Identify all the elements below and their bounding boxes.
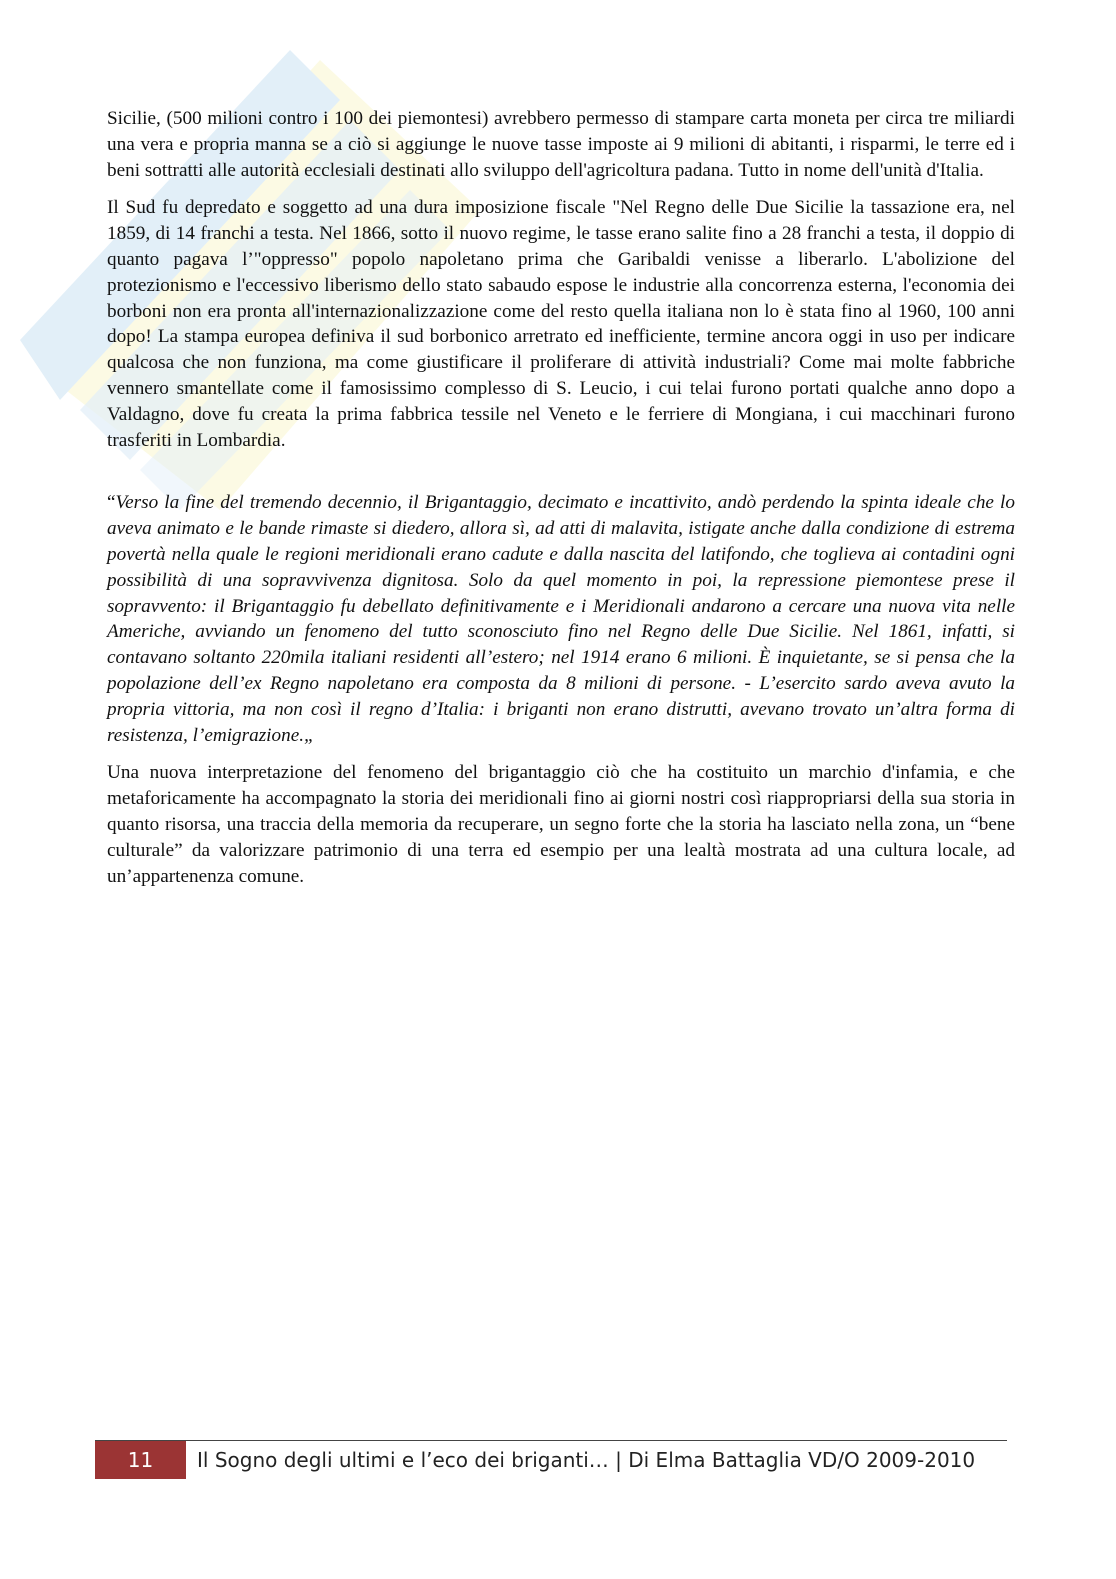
quote-block bbox=[107, 490, 1015, 748]
quote-open-mark: “ bbox=[107, 492, 116, 514]
document-body bbox=[107, 106, 1015, 889]
page-number: 11 bbox=[95, 1441, 186, 1479]
paragraph-1: Sicilie, (500 milioni contro i 100 dei piemontesi) avrebbero permesso di stampare carta moneta per circa tre miliardi una vera e propria manna se a ciò si aggiunge le nuove tasse imposte ai 9 milioni di abitanti, i risparmi, le terre ed i beni sottratti alle autorità ecclesiali destinati allo sviluppo dell'agricoltura padana. Tutto in nome dell'unità d'Italia. bbox=[107, 108, 1015, 181]
quote-text: Verso la fine del tremendo decennio, il Brigantaggio, decimato e incattivito, andò perdendo la spinta ideale che lo aveva animato e le bande rimaste si diedero, allora sì, ad atti di malavita, istigate anche dalla condizione di estrema povertà nella quale le regioni meridionali erano cadute e dalla nascita del latifondo, che toglieva ai contadini ogni possibilità di una sopravvivenza dignitosa. Solo da quel momento in poi, la repressione piemontese prese il sopravvento: il Brigantaggio fu debellato definitivamente e i Meridionali andarono a cercare una nuova vita nelle Americhe, avviando un fenomeno del tutto sconosciuto fino nel Regno delle Due Sicilie. Nel 1861, infatti, si contavano soltanto 220mila italiani residenti all’estero; nel 1914 erano 6 milioni. È inquietante, se si pensa che la popolazione dell’ex Regno napoletano era composta da 8 milioni di persone. - L’esercito sardo aveva avuto la propria vittoria, ma non così il regno d’Italia: i briganti non erano distrutti, avevano trovato un’altra forma di resistenza, l’emigrazione.„ bbox=[107, 492, 1015, 746]
paragraph-3: Una nuova interpretazione del fenomeno del brigantaggio ciò che ha costituito un marchio d'infamia, e che metaforicamente ha accompagnato la storia dei meridionali fino ai giorni nostri così riappropriarsi della sua storia in quanto risorsa, una traccia della memoria da recuperare, un segno forte che la storia ha lasciato nella zona, un “bene culturale” da valorizzare patrimonio di una terra ed esempio per una lealtà mostrata ad una cultura locale, ad un’appartenenza comune. bbox=[107, 762, 1015, 887]
footer-title: Il Sogno degli ultimi e l’eco dei briganti… | Di Elma Battaglia VD/O 2009-2010 bbox=[197, 1448, 976, 1472]
page-footer bbox=[95, 1440, 1007, 1481]
paragraph-2: Il Sud fu depredato e soggetto ad una dura imposizione fiscale "Nel Regno delle Due Sicilie la tassazione era, nel 1859, di 14 franchi a testa. Nel 1866, sotto il nuovo regime, le tasse erano salite fino a 28 franchi a testa, il doppio di quanto pagava l’"oppresso" popolo napoletano prima che Garibaldi venisse a liberarlo. L'abolizione del protezionismo e l'eccessivo liberismo dello stato sabaudo espose le industrie alla concorrenza esterna, l'economia dei borboni non era pronta all'internazionalizzazione come del resto quella italiana non lo è stata fino al 1960, 100 anni dopo! La stampa europea definiva il sud borbonico arretrato ed inefficiente, termine ancora oggi in uso per indicare qualcosa che non funziona, ma come giustificare il proliferare di attività industriali? Come mai molte fabbriche vennero smantellate come il famosissimo complesso di S. Leucio, i cui telai furono portati qualche anno dopo a Valdagno, dove fu creata la prima fabbrica tessile nel Veneto e le ferriere di Mongiana, i cui macchinari furono trasferiti in Lombardia. bbox=[107, 197, 1015, 451]
